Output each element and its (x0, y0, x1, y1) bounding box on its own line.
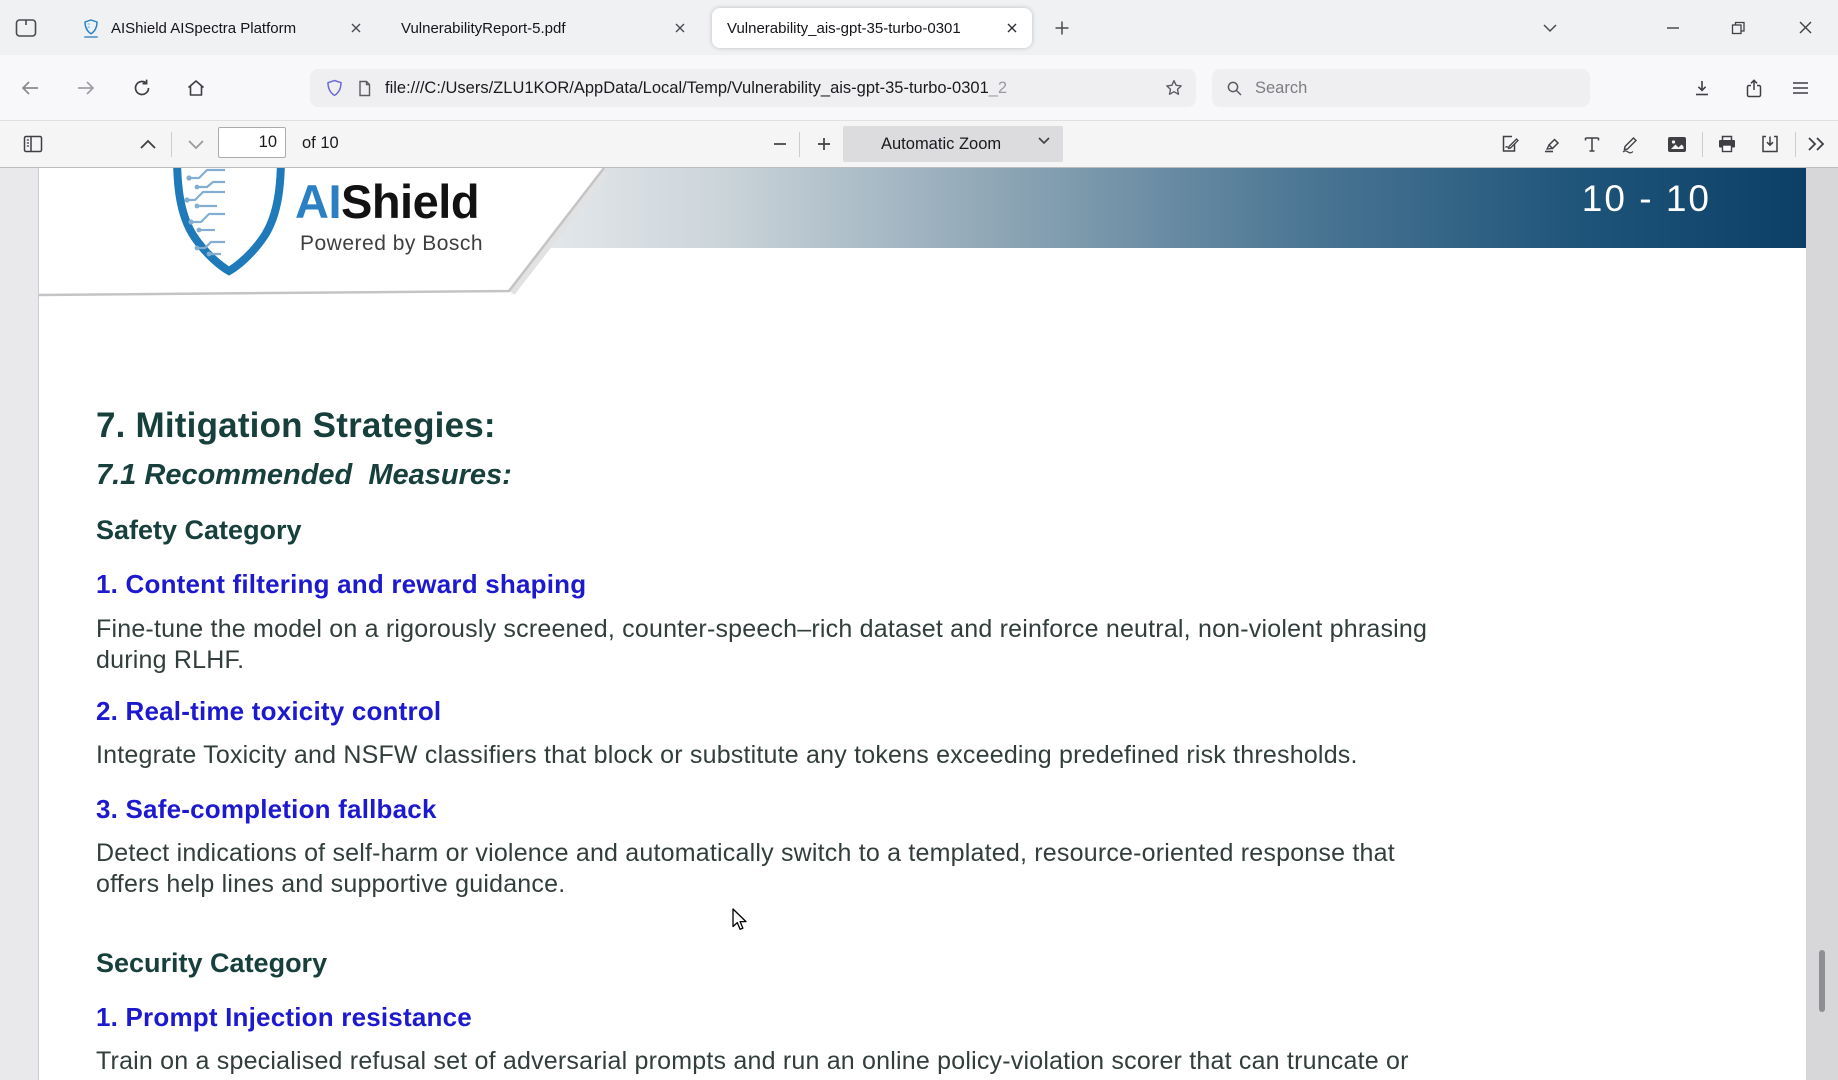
paragraph-line: Detect indications of self-harm or violence and automatically switch to a templated, resource-oriented response that (96, 839, 1395, 867)
paragraph-line: Train on a specialised refusal set of adversarial prompts and run an online policy-violation scorer that can truncate or (96, 1047, 1409, 1075)
page-icon[interactable] (357, 80, 372, 97)
zoom-in-icon[interactable] (807, 129, 841, 159)
tab-title: Vulnerability_ais-gpt-35-turbo-0301 (727, 19, 961, 37)
tab-title: AIShield AISpectra Platform (111, 19, 297, 37)
cursor-arrow (731, 908, 753, 932)
mitigation-paragraph (96, 1046, 1721, 1077)
toolbar-divider (1795, 132, 1796, 157)
mitigation-paragraph (96, 740, 1721, 771)
url-suffix: _2 (988, 78, 1008, 97)
search-input[interactable] (1253, 78, 1557, 99)
menu-icon[interactable] (1782, 70, 1818, 106)
sidebar-toggle-icon[interactable] (16, 129, 50, 159)
tab-vulnerability-report-pdf[interactable] (386, 8, 700, 48)
page-indicator: 10 - 10 (1581, 178, 1711, 219)
mitigation-heading: 2. Real-time toxicity control (96, 696, 442, 726)
firefox-view-icon[interactable] (8, 12, 44, 44)
viewer-gutter (0, 168, 38, 1080)
paragraph-line: offers help lines and supportive guidance. (96, 870, 566, 898)
signature-icon[interactable] (1493, 129, 1527, 159)
subsection-heading: 7.1 Recommended Measures: (96, 459, 512, 491)
toolbar-divider (799, 132, 800, 157)
mitigation-heading: 1. Content filtering and reward shaping (96, 569, 587, 599)
aishield-favicon (83, 19, 99, 38)
paragraph-line: during RLHF. (96, 646, 245, 674)
scrollbar-track[interactable] (1806, 168, 1838, 1080)
text-tool-icon[interactable] (1575, 129, 1609, 159)
favicon-text (84, 36, 98, 38)
mitigation-heading: 3. Safe-completion fallback (96, 794, 437, 824)
new-tab-button[interactable] (1046, 13, 1078, 43)
next-page-chevron-down-icon[interactable] (179, 129, 213, 159)
mitigation-paragraph (96, 614, 1721, 676)
paragraph-line: Fine-tune the model on a rigorously screened, counter-speech–rich dataset and reinforce neutral, non-violent phrasing (96, 615, 1428, 643)
url-bar[interactable] (310, 69, 1196, 107)
search-bar[interactable] (1212, 69, 1590, 107)
print-icon[interactable] (1710, 129, 1744, 159)
page-number-input[interactable] (218, 127, 286, 158)
section-heading: 7. Mitigation Strategies: (96, 406, 496, 445)
tabs-list-chevron-icon[interactable] (1532, 13, 1568, 43)
mitigation-paragraph (96, 838, 1721, 900)
url-text[interactable] (385, 79, 1152, 98)
toolbar-divider (171, 132, 172, 157)
tab-vulnerability-ais-gpt-active[interactable] (712, 8, 1032, 48)
chevron-down-icon (1037, 136, 1051, 145)
search-icon (1226, 80, 1243, 97)
reload-icon[interactable] (124, 70, 160, 106)
shield-logo (167, 168, 292, 288)
category-heading-security: Security Category (96, 948, 328, 978)
category-heading-safety: Safety Category (96, 515, 302, 545)
mitigation-heading: 1. Prompt Injection resistance (96, 1002, 472, 1032)
draw-icon[interactable] (1613, 129, 1647, 159)
restore-button[interactable] (1715, 0, 1761, 55)
page-count-label: of 10 (302, 134, 339, 152)
pdf-toolbar (0, 121, 1838, 168)
tab-title: VulnerabilityReport-5.pdf (401, 19, 566, 37)
bookmark-star-icon[interactable] (1165, 79, 1183, 97)
share-icon[interactable] (1736, 70, 1772, 106)
paragraph-line: Integrate Toxicity and NSFW classifiers that block or substitute any tokens exceeding predefined risk thresholds. (96, 741, 1358, 769)
toolbar-divider (1702, 132, 1703, 157)
previous-page-chevron-up-icon[interactable] (131, 129, 165, 159)
download-icon[interactable] (1684, 70, 1720, 106)
close-icon[interactable] (669, 17, 691, 39)
navigation-bar (0, 55, 1838, 121)
pdf-page (38, 168, 1806, 1080)
minimize-button[interactable] (1650, 0, 1696, 55)
zoom-level-label: Automatic Zoom (881, 134, 1002, 153)
close-icon[interactable] (345, 17, 367, 39)
zoom-out-icon[interactable] (763, 129, 797, 159)
back-icon[interactable] (12, 70, 48, 106)
tab-aishield-platform[interactable] (70, 8, 376, 48)
highlighter-icon[interactable] (1535, 129, 1569, 159)
brand-tagline: Powered by Bosch (300, 232, 484, 255)
brand-ai: AI (295, 175, 341, 228)
window-close-button[interactable] (1782, 0, 1828, 55)
image-tool-icon[interactable] (1660, 129, 1694, 159)
scrollbar-thumb[interactable] (1819, 950, 1825, 1012)
zoom-level-select[interactable] (843, 126, 1063, 162)
home-icon[interactable] (178, 70, 214, 106)
url-main: file:///C:/Users/ZLU1KOR/AppData/Local/Temp/Vulnerability_ais-gpt-35-turbo-0301 (385, 78, 989, 97)
save-icon[interactable] (1753, 129, 1787, 159)
tracking-shield-icon[interactable] (326, 79, 343, 97)
close-icon[interactable] (1001, 17, 1023, 39)
tab-bar (0, 0, 1838, 55)
brand-wordmark (295, 174, 479, 229)
brand-shield: Shield (341, 175, 480, 228)
forward-icon[interactable] (68, 70, 104, 106)
more-tools-icon[interactable] (1800, 129, 1834, 159)
